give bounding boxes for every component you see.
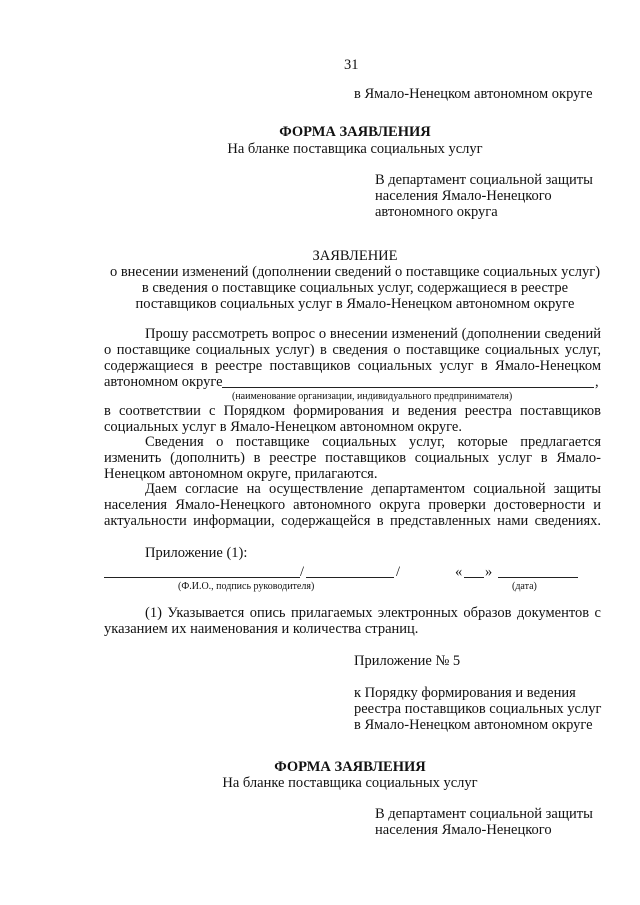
statement-subtitle-line: поставщиков социальных услуг в Ямало-Ненецком автономном округе [135,296,575,312]
body-line: содержащиеся в реестре поставщиков социальных услуг в Ямало-Ненецком [104,358,601,374]
addressee-line: В департамент социальной защиты [375,806,593,822]
body-line: Сведения о поставщике социальных услуг, которые предлагается [145,434,601,450]
body-line: Прошу рассмотреть вопрос о внесении изменений (дополнении сведений [145,326,601,342]
slash: / [396,564,401,580]
statement-subtitle-line: в сведения о поставщике социальных услуг, содержащиеся в реестре [141,280,569,296]
org-name-line [222,387,594,388]
body-line: Даем согласие на осуществление департаментом социальной защиты [145,481,601,497]
form-title: ФОРМА ЗАЯВЛЕНИЯ [279,124,431,140]
body-line: о поставщике социальных услуг) в сведения о поставщике социальных услуг, [104,342,601,358]
body-line: автономном округе [104,374,223,390]
header-tail: в Ямало-Ненецком автономном округе [354,86,593,102]
body-line: Ненецком автономном округе, прилагаются. [104,466,378,482]
date-close-quote: » [485,564,493,580]
addressee-line: автономного округа [375,204,498,220]
form-subtitle: На бланке поставщика социальных услуг [222,775,478,791]
body-line: актуальности информации, содержащейся в представленных нами сведениях. [104,513,601,529]
addressee-line: населения Ямало-Ненецкого [375,822,552,838]
page-number: 31 [344,57,359,73]
footnote-line: указанием их наименования и количества страниц. [104,621,419,637]
body-line: населения Ямало-Ненецкого автономного округа проверки достоверности и [104,497,601,513]
addressee-line: В департамент социальной защиты [375,172,593,188]
date-line [498,577,578,578]
statement-subtitle-line: о внесении изменений (дополнении сведений о поставщике социальных услуг) [109,264,601,280]
attachment-label: Приложение (1): [145,545,248,561]
statement-title: ЗАЯВЛЕНИЕ [312,248,398,264]
slash: / [300,564,305,580]
date-caption: (дата) [512,581,537,592]
form-subtitle: На бланке поставщика социальных услуг [227,141,483,157]
body-line: в соответствии с Порядком формирования и ведения реестра поставщиков [104,403,601,419]
signature-name-line [104,577,300,578]
appendix-line: реестра поставщиков социальных услуг [354,701,602,717]
appendix-line: к Порядку формирования и ведения [354,685,576,701]
date-open-quote: « [455,564,463,580]
footnote-line: (1) Указывается опись прилагаемых электронных образов документов с [145,605,601,621]
addressee-line: населения Ямало-Ненецкого [375,188,552,204]
appendix-line: в Ямало-Ненецком автономном округе [354,717,593,733]
signature-line [306,577,394,578]
body-line: социальных услуг в Ямало-Ненецком автономном округе. [104,419,462,435]
body-line: изменить (дополнить) в реестре поставщиков социальных услуг в Ямало- [104,450,601,466]
comma: , [595,374,599,390]
appendix-title: Приложение № 5 [354,653,461,669]
form-title: ФОРМА ЗАЯВЛЕНИЯ [274,759,426,775]
signature-caption: (Ф.И.О., подпись руководителя) [178,581,315,592]
date-day-line [464,577,484,578]
org-caption: (наименование организации, индивидуального предпринимателя) [232,391,513,402]
